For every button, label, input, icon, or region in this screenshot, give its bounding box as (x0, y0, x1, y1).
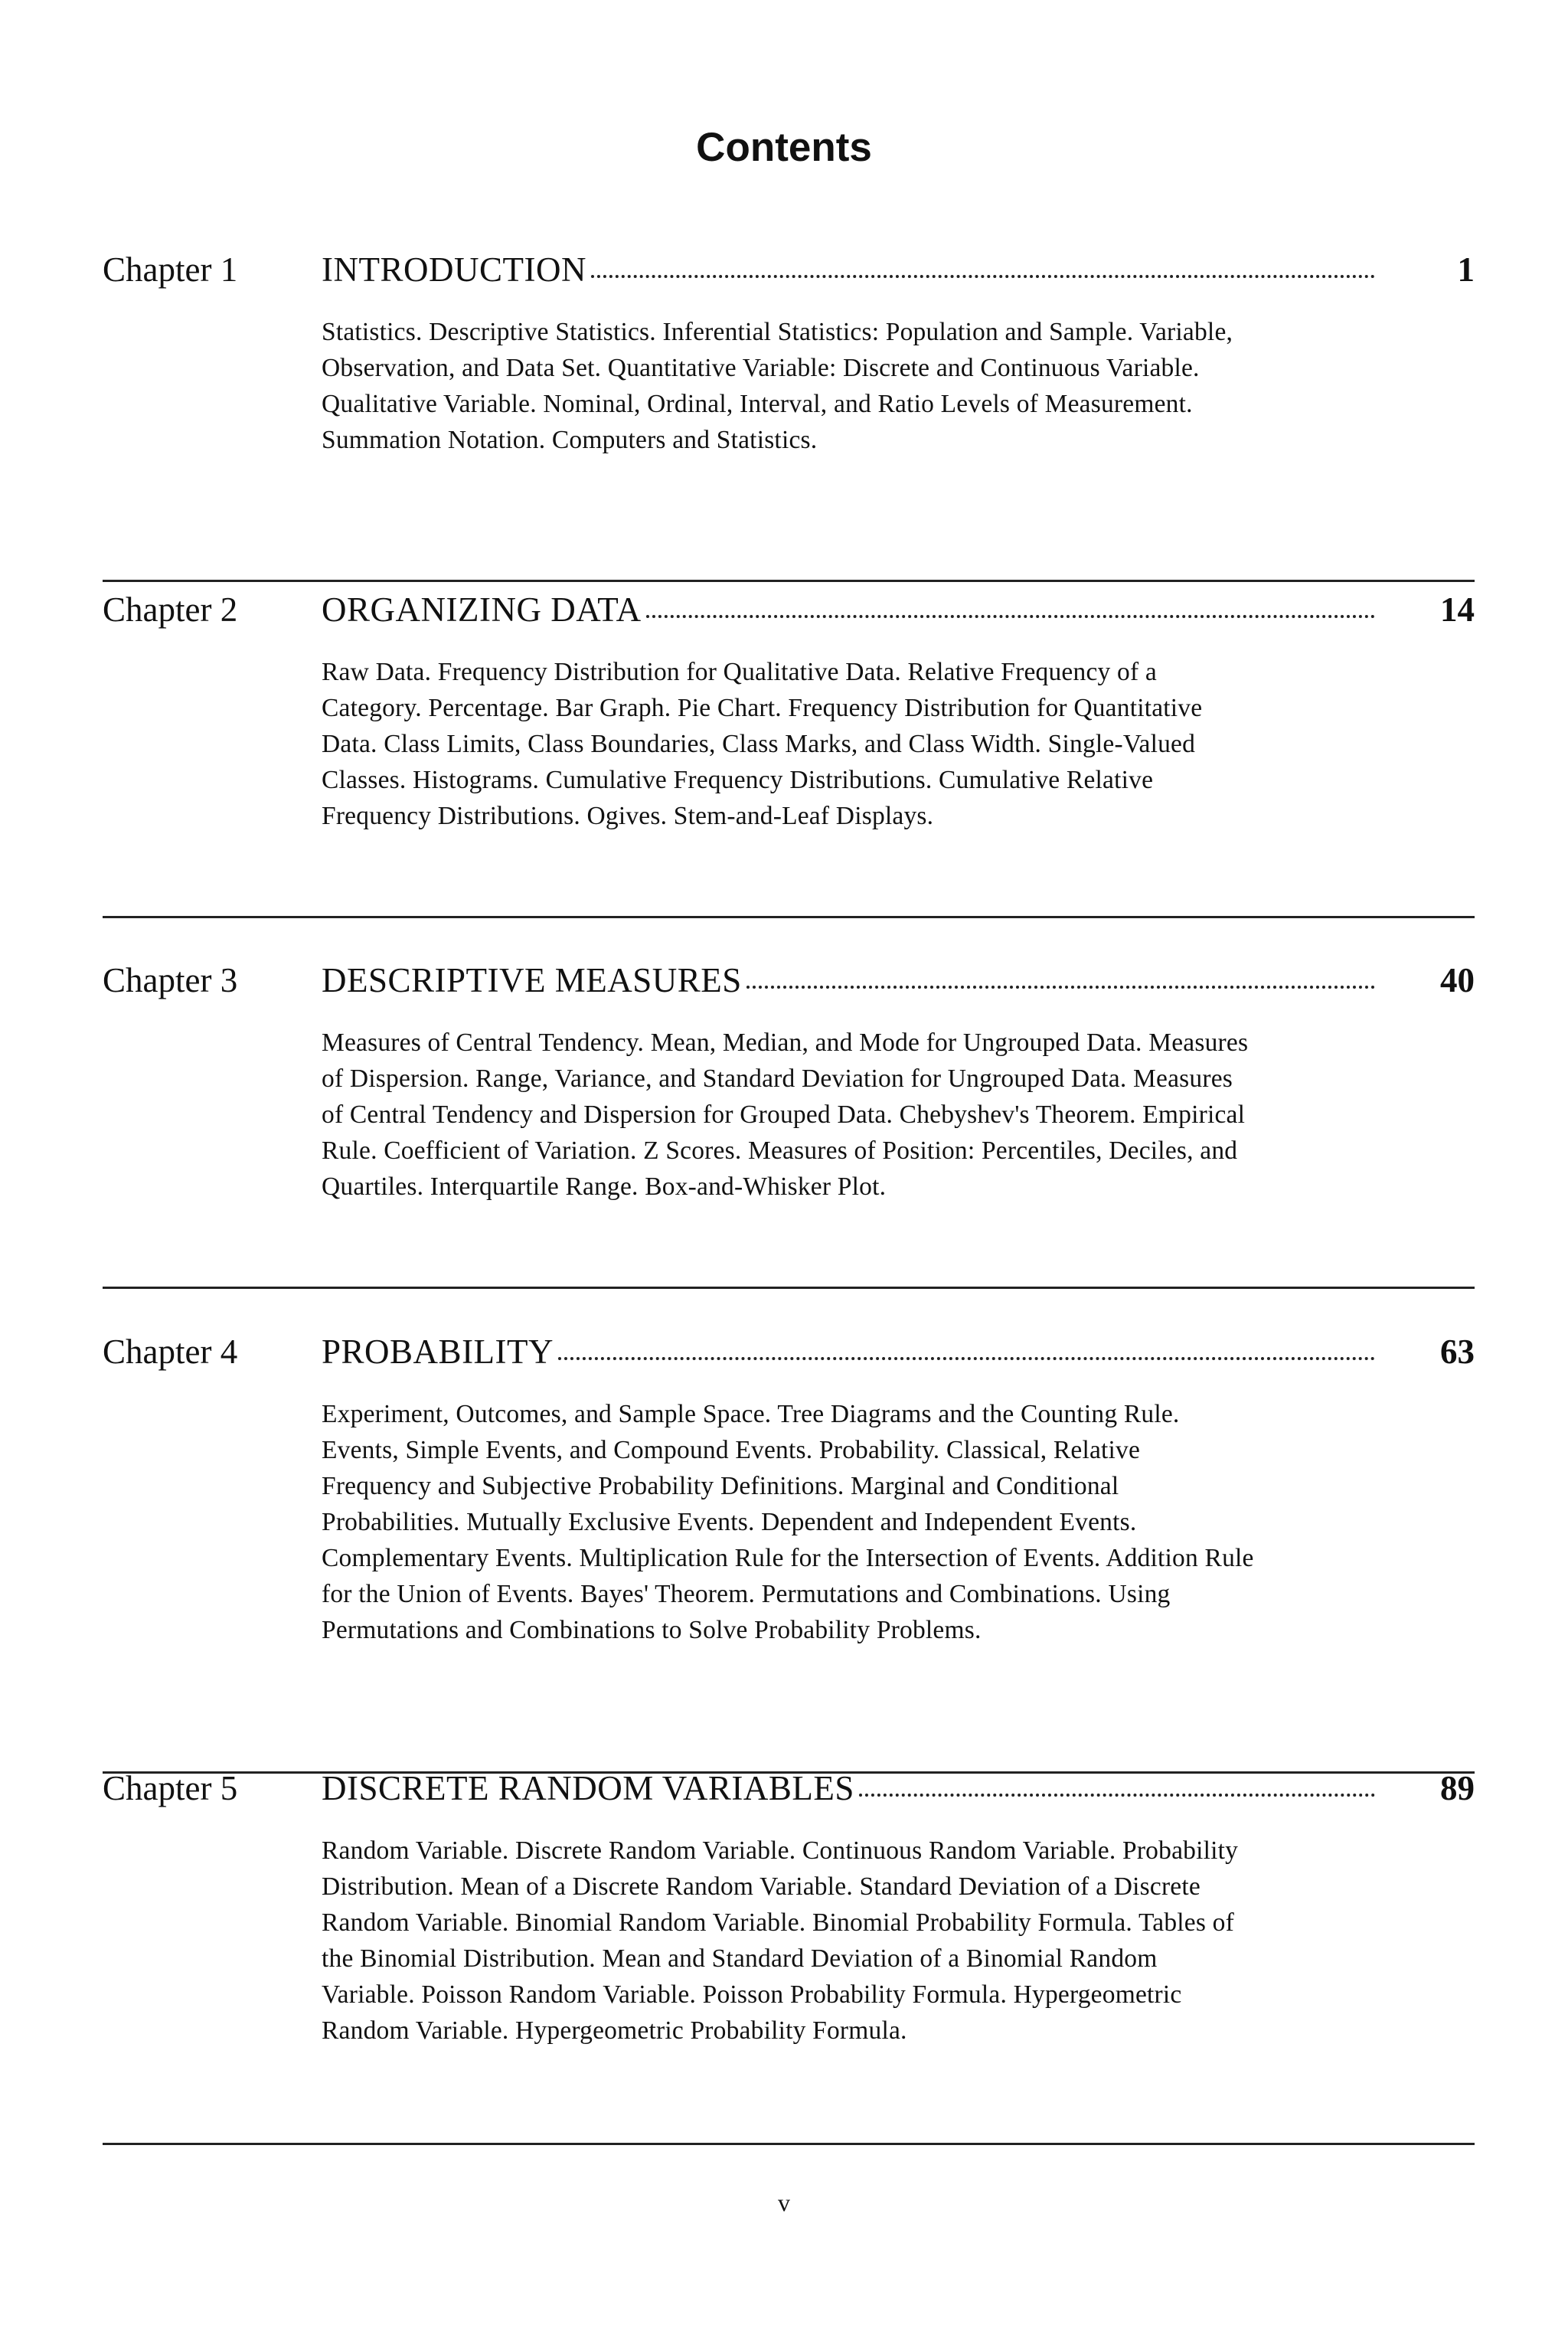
chapter-label: Chapter 4 (103, 1333, 238, 1371)
section-divider (103, 916, 1475, 918)
page-number-footer: v (778, 2189, 790, 2216)
dot-leader (591, 267, 1375, 278)
chapter-heading-row (103, 587, 1475, 633)
chapter-2-entry (103, 587, 1475, 834)
chapter-description: Experiment, Outcomes, and Sample Space. Tree Diagrams and the Counting Rule. Events, Simple Events, and Compound Events. Probability. Classical, Relative Frequency and Subjective Probability Definitions. Marginal and Conditional Probabilities. Mutually Exclusive Events. Dependent and Independent Events. Complementary Events. Multiplication Rule for the Intersection of Events. Addition Rule for the Union of Events. Bayes' Theorem. Permutations and Combinations. Using Permutations and Combinations to Solve Probability Problems. (322, 1400, 1254, 1644)
chapter-title-link[interactable] (322, 1765, 1375, 1811)
page-title: Contents (696, 125, 872, 170)
chapter-page-number: 63 (1440, 1333, 1475, 1371)
section-divider (103, 580, 1475, 582)
chapter-title: DISCRETE RANDOM VARIABLES (322, 1769, 854, 1807)
chapter-title: PROBABILITY (322, 1333, 554, 1371)
dot-leader (646, 607, 1375, 618)
chapter-page-number: 89 (1440, 1769, 1475, 1807)
chapter-title-link[interactable] (322, 957, 1375, 1003)
chapter-description: Random Variable. Discrete Random Variable. Continuous Random Variable. Probability Distribution. Mean of a Discrete Random Variable. Standard Deviation of a Discrete Random Variable. Binomial Random Variable. Binomial Probability Formula. Tables of the Binomial Distribution. Mean and Standard Deviation of a Binomial Random Variable. Poisson Random Variable. Poisson Probability Formula. Hypergeometric Random Variable. Hypergeometric Probability Formula. (322, 1836, 1239, 2045)
chapter-title-link[interactable] (322, 247, 1375, 293)
chapter-heading-row (103, 247, 1475, 293)
chapter-description: Statistics. Descriptive Statistics. Inferential Statistics: Population and Sample. Variable, Observation, and Data Set. Quantitative Variable: Discrete and Continuous Variable. Qualitative Variable. Nominal, Ordinal, Interval, and Ratio Levels of Measurement. Summation Notation. Computers and Statistics. (322, 318, 1233, 454)
chapter-page-number: 14 (1440, 590, 1475, 629)
chapter-title: DESCRIPTIVE MEASURES (322, 961, 742, 999)
chapter-5-entry (103, 1765, 1475, 2049)
chapter-description: Measures of Central Tendency. Mean, Median, and Mode for Ungrouped Data. Measures of Dispersion. Range, Variance, and Standard Deviation for Ungrouped Data. Measures of Central Tendency and Dispersion for Grouped Data. Chebyshev's Theorem. Empirical Rule. Coefficient of Variation. Z Scores. Measures of Position: Percentiles, Deciles, and Quartiles. Interquartile Range. Box-and-Whisker Plot. (322, 1029, 1249, 1201)
chapter-label: Chapter 5 (103, 1769, 238, 1807)
chapter-1-entry (103, 247, 1475, 458)
chapter-3-entry (103, 957, 1475, 1205)
dot-leader (558, 1349, 1375, 1360)
chapter-page-number: 40 (1440, 961, 1475, 999)
dot-leader (859, 1786, 1375, 1797)
chapter-title: INTRODUCTION (322, 250, 586, 289)
chapter-heading-row (103, 1765, 1475, 1811)
chapter-heading-row (103, 957, 1475, 1003)
chapter-label: Chapter 2 (103, 590, 238, 629)
dot-leader (746, 978, 1375, 989)
chapter-description: Raw Data. Frequency Distribution for Qualitative Data. Relative Frequency of a Category. Percentage. Bar Graph. Pie Chart. Frequency Distribution for Quantitative Data. Class Limits, Class Boundaries, Class Marks, and Class Width. Single-Valued Classes. Histograms. Cumulative Frequency Distributions. Cumulative Relative Frequency Distributions. Ogives. Stem-and-Leaf Displays. (322, 658, 1203, 830)
chapter-label: Chapter 3 (103, 961, 238, 999)
chapter-title-link[interactable] (322, 1329, 1375, 1375)
section-divider (103, 2143, 1475, 2145)
chapter-page-number: 1 (1457, 250, 1475, 289)
chapter-4-entry (103, 1329, 1475, 1648)
chapter-label: Chapter 1 (103, 250, 238, 289)
chapter-heading-row (103, 1329, 1475, 1375)
chapter-title-link[interactable] (322, 587, 1375, 633)
section-divider (103, 1287, 1475, 1289)
chapter-title: ORGANIZING DATA (322, 590, 642, 629)
